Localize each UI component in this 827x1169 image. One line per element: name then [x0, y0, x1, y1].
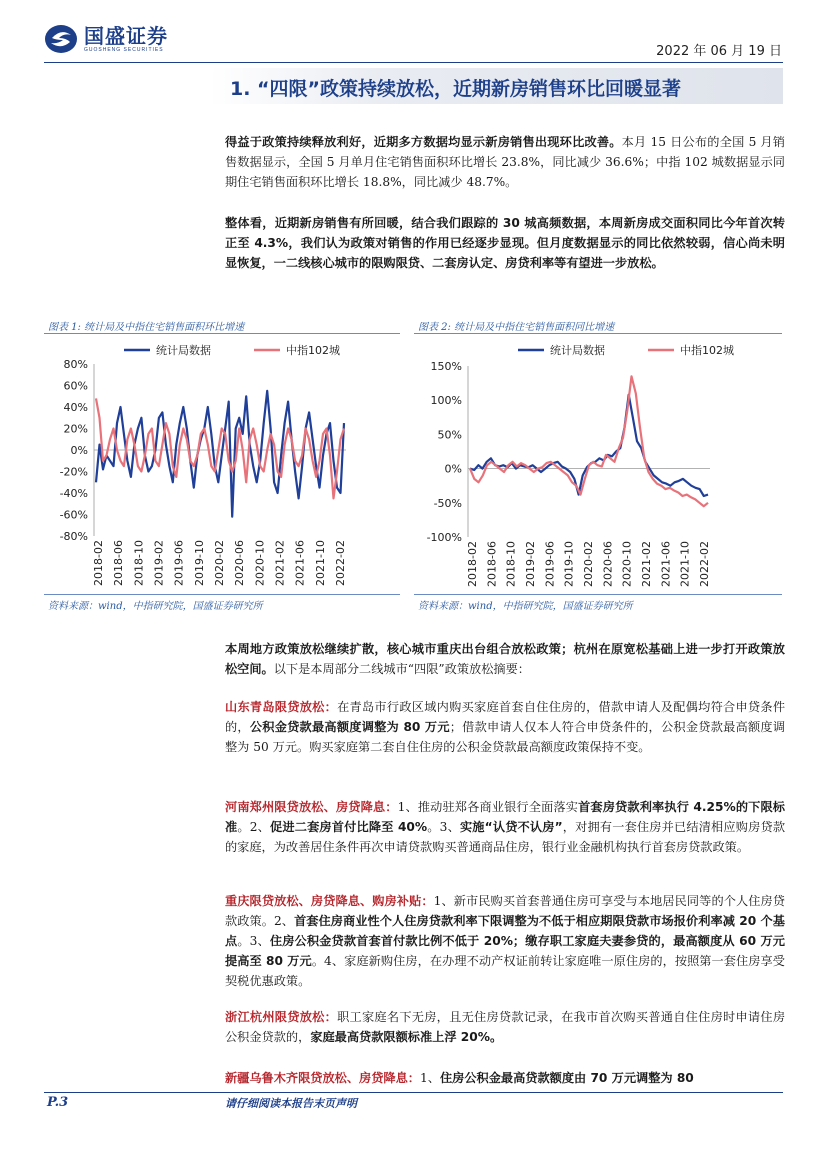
- y-tick-label: 60%: [63, 379, 88, 393]
- paragraph-local-policy: [225, 639, 785, 679]
- chart2-source-rule: [414, 594, 782, 595]
- y-tick-label: 80%: [63, 358, 88, 371]
- policy-label: 河南郑州限贷放松、房贷降息：: [225, 800, 398, 814]
- x-tick-label: 2022-02: [334, 540, 347, 586]
- policy-hangzhou: [225, 1007, 785, 1047]
- y-tick-label: -20%: [59, 465, 88, 479]
- legend-label: 中指102城: [286, 344, 340, 357]
- section-title-bar: [210, 68, 783, 104]
- header-divider: [44, 62, 783, 63]
- brand-name-cn: 国盛证券: [84, 24, 168, 48]
- x-tick-label: 2019-10: [192, 540, 206, 586]
- disclaimer-note: 请仔细阅读本报告末页声明: [225, 1097, 357, 1110]
- policy-label: 浙江杭州限贷放松：: [225, 1010, 338, 1024]
- policy-highlight: 实施“认贷不认房”: [459, 820, 563, 834]
- policy-text: 职工家庭名下无房，且无住房贷款记录，在我市首次购买普通自住住房时申请住房公积金贷款的，: [225, 1010, 786, 1044]
- chart1-chart: [44, 336, 404, 594]
- x-tick-label: 2018-02: [466, 541, 479, 587]
- x-tick-label: 2018-10: [132, 540, 146, 586]
- policy-text: 。3、: [427, 820, 460, 834]
- policy-highlight: 住房公积金贷款首套首付款比例不低于 20%；缴存职工家庭夫妻参贷的，最高额度从 60 万元提高至 80 万元: [225, 934, 785, 968]
- x-tick-label: 2018-10: [504, 541, 518, 587]
- x-tick-label: 2021-10: [313, 540, 327, 586]
- brand-logo-icon: [44, 24, 78, 54]
- x-tick-label: 2020-02: [582, 541, 595, 587]
- x-tick-label: 2021-10: [678, 541, 692, 587]
- x-tick-label: 2018-06: [112, 540, 126, 586]
- x-tick-label: 2020-10: [253, 540, 267, 586]
- report-date: 2022 年 06 月 19 日: [656, 44, 782, 59]
- chart2-caption-rule: [414, 333, 782, 334]
- policy-highlight: 促进二套房首付比降至 40%: [270, 820, 428, 834]
- y-tick-label: -50%: [433, 496, 462, 510]
- series-line-cih102: [470, 376, 708, 506]
- y-tick-label: -60%: [59, 508, 88, 522]
- x-tick-label: 2018-02: [92, 540, 105, 586]
- x-tick-label: 2020-06: [233, 540, 247, 586]
- paragraph-overall-view: [225, 213, 785, 273]
- y-tick-label: 0%: [70, 444, 88, 457]
- policy-text: 1、新市民购买首套普通住房可享受与本地居民同等的个人住房贷款政策。2、: [225, 894, 785, 928]
- paragraph-lead: 得益于政策持续释放利好，近期多方数据均显示新房销售出现环比改善。: [225, 135, 622, 149]
- y-tick-label: 40%: [63, 401, 88, 414]
- chart1-source-rule: [44, 594, 400, 595]
- y-tick-label: 20%: [63, 422, 88, 436]
- policy-label: 新疆乌鲁木齐限贷放松、房贷降息：: [225, 1071, 420, 1085]
- paragraph-lead: 整体看，近期新房销售有所回暖，结合我们跟踪的 30 城高频数据，本周新房成交面积同比今年首次转正至 4.3%，我们认为政策对销售的作用已经逐步显现。但月度数据显示的同比依然较弱，信心尚未明显恢复，一二线核心城市的限购限贷、二套房认定、房贷利率等有望进一步放松。: [225, 216, 785, 270]
- policy-text: 在青岛市行政区域内购买家庭首套自住住房的，借款申请人及配偶均符合申贷条件的，: [225, 700, 786, 734]
- y-tick-label: -80%: [59, 530, 88, 543]
- policy-text: 。4、家庭新购住房，在办理不动产权证前转让家庭唯一原住房的，按照第一套住房享受契税优惠政策。: [225, 954, 785, 988]
- series-line-nbs: [96, 391, 344, 517]
- paragraph-sales-improvement: [225, 132, 785, 192]
- chart1-caption: 图表 1: 统计局及中指住宅销售面积环比增速: [48, 322, 245, 333]
- chart2-chart: [414, 336, 784, 594]
- y-tick-label: -100%: [426, 531, 462, 544]
- policy-highlight: 首套住房商业性个人住房贷款利率下限调整为不低于相应期限贷款市场报价利率减 20 个基点: [225, 914, 785, 948]
- brand-logo: [44, 24, 168, 54]
- x-tick-label: 2019-02: [524, 541, 537, 587]
- policy-highlight: 家庭最高贷款限额标准上浮 20%。: [310, 1030, 503, 1044]
- policy-text: 。3、: [237, 934, 270, 948]
- y-tick-label: 100%: [430, 394, 462, 408]
- policy-text: 。2、: [237, 820, 270, 834]
- paragraph-body: 本月 15 日公布的全国 5 月销售数据显示，全国 5 月单月住宅销售面积环比增长 23.8%，同比减少 36.6%；中指 102 城数据显示同期住宅销售面积环比增长 18.8%，同比减少 48.7%。: [225, 135, 785, 189]
- policy-label: 重庆限贷放松、房贷降息、购房补贴：: [225, 894, 434, 908]
- legend-label: 中指102城: [680, 344, 734, 357]
- policy-urumqi: [225, 1068, 785, 1088]
- policy-zhengzhou: [225, 797, 785, 857]
- policy-text: 1、推动驻郑各商业银行全面落实: [397, 800, 579, 814]
- policy-text: ；借款申请人仅本人符合申贷条件的，公积金贷款最高额度调整为 50 万元。购买家庭第二套自住住房的公积金贷款最高额度政策保持不变。: [225, 720, 786, 754]
- y-tick-label: -40%: [59, 487, 88, 500]
- section-title: 1. “四限”政策持续放松，近期新房销售环比回暖显著: [230, 78, 682, 100]
- y-tick-label: 50%: [437, 428, 462, 442]
- chart2-caption: 图表 2: 统计局及中指住宅销售面积同比增速: [418, 322, 615, 333]
- policy-highlight: 住房公积金最高贷款额度由 70 万元调整为 80: [439, 1071, 694, 1085]
- policy-text: 1、: [420, 1071, 440, 1085]
- footer-divider: [44, 1092, 783, 1093]
- x-tick-label: 2021-06: [659, 541, 673, 587]
- chart2-source: 资料来源：wind，中指研究院，国盛证券研究所: [418, 601, 633, 612]
- x-tick-label: 2020-02: [213, 540, 226, 586]
- x-tick-label: 2021-02: [640, 541, 653, 587]
- page-number: P.3: [47, 1095, 69, 1110]
- policy-label: 山东青岛限贷放松：: [225, 700, 338, 714]
- chart1-caption-rule: [44, 333, 400, 334]
- legend-label: 统计局数据: [550, 344, 605, 357]
- y-tick-label: 0%: [444, 462, 462, 476]
- paragraph-lead: 本周地方政策放松继续扩散，核心城市重庆出台组合放松政策；杭州在原宽松基础上进一步打开政策放松空间。: [225, 642, 785, 676]
- x-tick-label: 2019-10: [562, 541, 576, 587]
- policy-chongqing: [225, 891, 785, 991]
- policy-qingdao: [225, 697, 785, 757]
- x-tick-label: 2018-06: [485, 541, 499, 587]
- policy-highlight: 公积金贷款最高额度调整为 80 万元: [249, 720, 450, 734]
- policy-text: ，对拥有一套住房并已结清相应购房贷款的家庭，为改善居住条件再次申请贷款购买普通商品住房，银行业金融机构执行首套房贷款政策。: [225, 820, 786, 854]
- policy-highlight: 首套房贷款利率执行 4.25%的下限标准: [225, 800, 785, 834]
- x-tick-label: 2019-06: [172, 540, 186, 586]
- legend-label: 统计局数据: [156, 344, 211, 357]
- x-tick-label: 2021-02: [273, 540, 287, 586]
- paragraph-body: 以下是本周部分二线城市“四限”政策放松摘要：: [273, 662, 530, 676]
- x-tick-label: 2019-02: [152, 540, 166, 586]
- x-tick-label: 2020-06: [601, 541, 615, 587]
- x-tick-label: 2022-02: [698, 541, 711, 587]
- x-tick-label: 2019-06: [543, 541, 557, 587]
- brand-name-en: GUOSHENG SECURITIES: [84, 47, 164, 53]
- x-tick-label: 2020-10: [620, 541, 634, 587]
- y-tick-label: 150%: [430, 360, 462, 373]
- chart1-source: 资料来源：wind，中指研究院，国盛证券研究所: [48, 601, 263, 612]
- series-line-nbs: [470, 395, 708, 496]
- x-tick-label: 2021-06: [293, 540, 307, 586]
